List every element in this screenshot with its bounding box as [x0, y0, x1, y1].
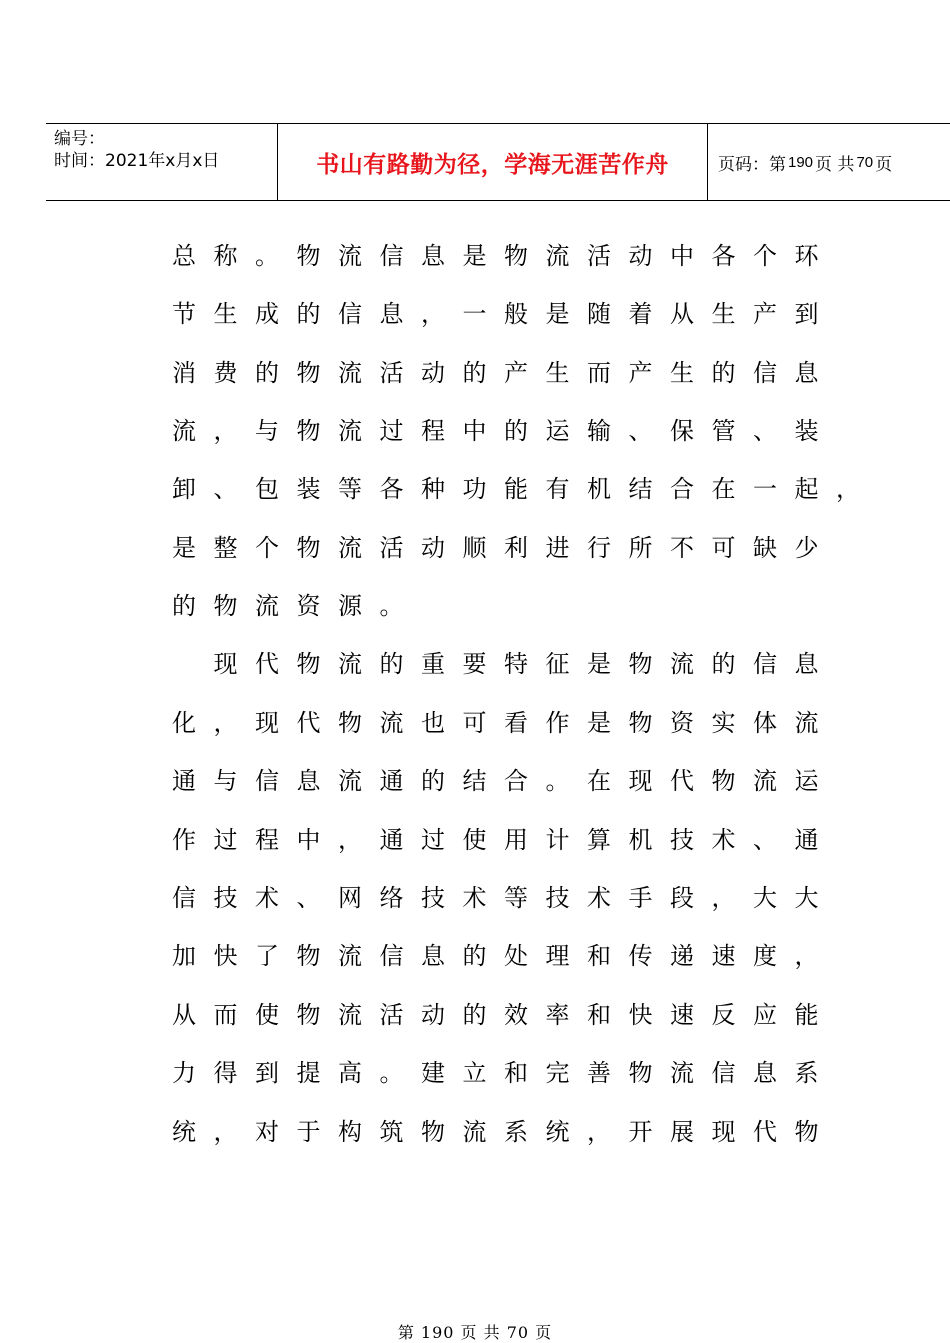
- body-line: 化，现代物流也可看作是物资实体流: [172, 709, 836, 737]
- page-footer: 第 190 页 共 70 页: [397, 1323, 553, 1342]
- body-line: 卸、包装等各种功能有机结合在一起，: [172, 475, 878, 503]
- header-meta: [54, 128, 276, 172]
- body-line: 总称。物流信息是物流活动中各个环: [172, 242, 836, 270]
- time-label: 时间：2021年x月x日: [54, 151, 220, 171]
- body-line: 从而使物流活动的效率和快速反应能: [172, 1001, 836, 1029]
- header-motto: 书山有路勤为径，学海无涯苦作舟: [316, 152, 669, 178]
- page-total: 70: [856, 154, 874, 171]
- body-line: 通与信息流通的结合。在现代物流运: [172, 767, 836, 795]
- body-line: 是整个物流活动顺利进行所不可缺少: [172, 534, 836, 562]
- body-line: 作过程中，通过使用计算机技术、通: [172, 826, 836, 854]
- page-label-mid: 页 共: [815, 155, 855, 175]
- body-line: 的物流资源。: [172, 592, 421, 620]
- page-label-prefix: 页码：第: [718, 155, 786, 175]
- page-label-suffix: 页: [875, 155, 893, 175]
- body-line: 现代物流的重要特征是物流的信息: [172, 650, 836, 678]
- body-line: 加快了物流信息的处理和传递速度，: [172, 942, 836, 970]
- code-label: 编号：: [54, 129, 105, 149]
- body-line: 消费的物流活动的产生而产生的信息: [172, 359, 836, 387]
- body-line: 统，对于构筑物流系统，开展现代物: [172, 1118, 836, 1146]
- document-header: [46, 123, 950, 201]
- body-line: 流，与物流过程中的运输、保管、装: [172, 417, 836, 445]
- body-line: 力得到提高。建立和完善物流信息系: [172, 1059, 836, 1087]
- page-current: 190: [788, 154, 814, 171]
- body-line: 节生成的信息，一般是随着从生产到: [172, 300, 836, 328]
- header-page-info: [718, 124, 892, 201]
- body-line: 信技术、网络技术等技术手段，大大: [172, 884, 836, 912]
- header-divider-right: [707, 124, 708, 201]
